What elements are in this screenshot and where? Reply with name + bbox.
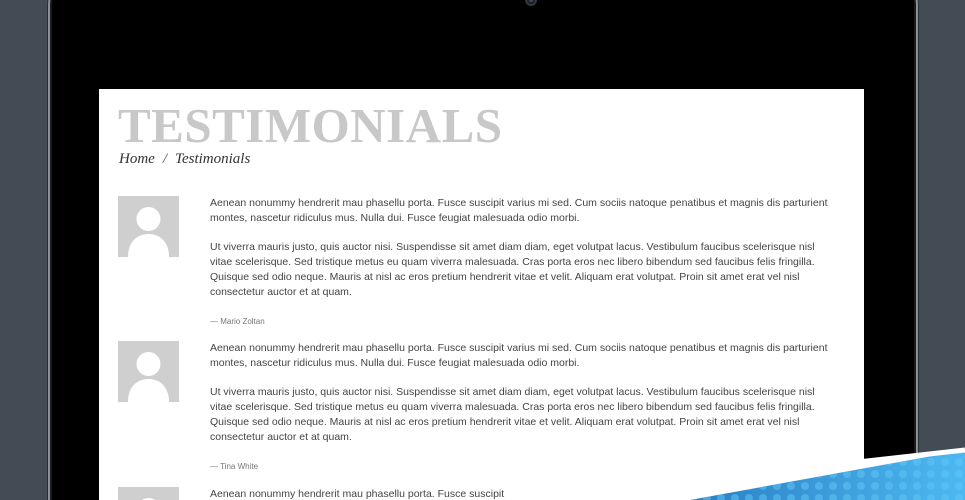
- testimonial-paragraph: Ut viverra mauris justo, quis auctor nisi. Suspendisse sit amet diam diam, eget volutpat lacus. Vestibulum faucibus scelerisque nisl vitae scelerisque. Sed tristique metus eu quam viverra malesuada. Cras porta eros nec libero bibendum sed faucibus felis fringilla. Quisque sed odio neque. Mauris at nisl ac eros pretium hendrerit vitae et velit. Aliquam erat volutpat. Proin sit amet erat vel nisl consectetur auctor et at quam.: [210, 386, 815, 443]
- breadcrumb-separator: /: [162, 151, 167, 167]
- page-title: TESTIMONIALS: [118, 98, 503, 153]
- testimonial-paragraph: Ut viverra mauris justo, quis auctor nisi. Suspendisse sit amet diam diam, eget volutpat lacus. Vestibulum faucibus scelerisque nisl vitae scelerisque. Sed tristique metus eu quam viverra malesuada. Cras porta eros nec libero bibendum sed faucibus felis fringilla. Quisque sed odio neque. Mauris at nisl ac eros pretium hendrerit vitae et velit. Aliquam erat volutpat. Proin sit amet erat vel nisl consectetur auctor et at quam.: [210, 241, 815, 298]
- camera-icon: [525, 0, 537, 6]
- person-placeholder-icon: [118, 341, 179, 402]
- testimonial-paragraph: Aenean nonummy hendrerit mau phasellu porta. Fusce suscipit varius mi sed. Cum sociis natoque penatibus et magnis dis parturient montes, nascetur ridiculus mus. Nulla dui. Fusce feugiat malesuada odio morbi.: [210, 197, 828, 224]
- testimonial-text: [210, 487, 836, 500]
- testimonial-text: [210, 341, 836, 474]
- testimonial-author: — Mario Zoltan: [210, 317, 265, 326]
- testimonial-paragraph: Aenean nonummy hendrerit mau phasellu porta. Fusce suscipit varius mi sed. Cum sociis natoque penatibus et magnis dis parturient montes, nascetur ridiculus mus. Nulla dui. Fusce feugiat malesuada odio morbi.: [210, 342, 828, 369]
- testimonial-author: — Tina White: [210, 462, 259, 471]
- testimonial-paragraph: Aenean nonummy hendrerit mau phasellu porta. Fusce suscipit: [210, 488, 505, 500]
- breadcrumb: [119, 151, 250, 168]
- testimonial-text: [210, 196, 836, 329]
- person-placeholder-icon: [118, 196, 179, 257]
- person-placeholder-icon: [118, 487, 179, 500]
- breadcrumb-home-link[interactable]: Home: [119, 151, 155, 167]
- page-screen: [99, 89, 864, 500]
- breadcrumb-current: Testimonials: [175, 151, 251, 167]
